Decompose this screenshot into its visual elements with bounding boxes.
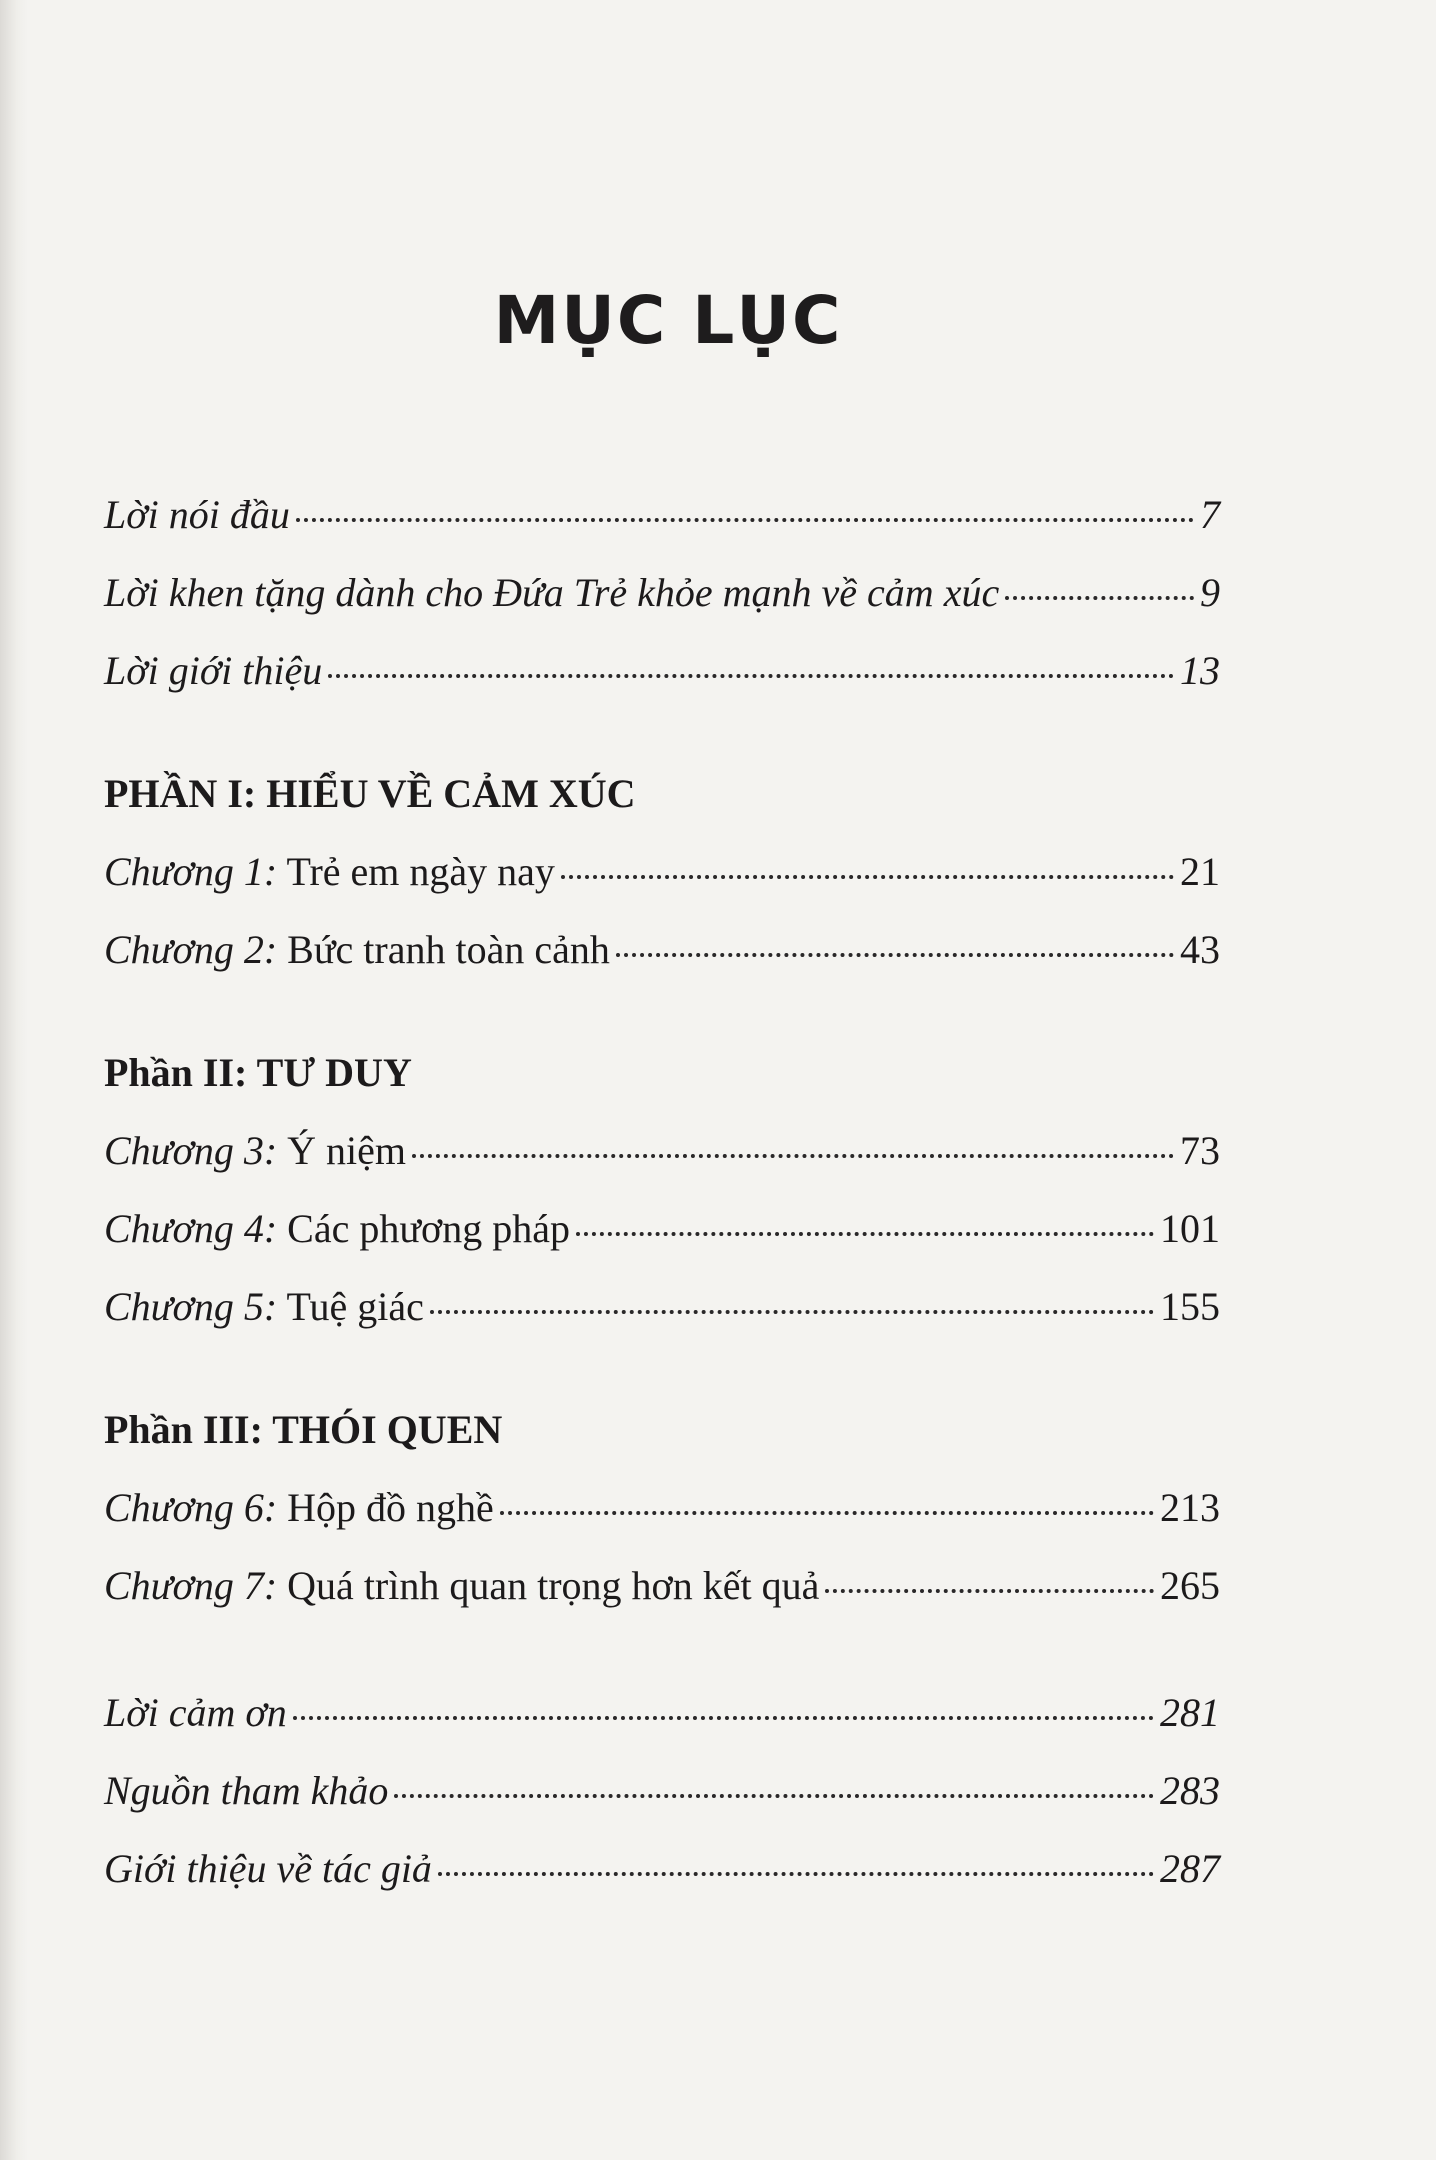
toc-entry-label: Lời cảm ơn	[104, 1690, 287, 1735]
dot-leader	[561, 875, 1174, 879]
toc-entry-acknowledgements[interactable]	[104, 1683, 1220, 1743]
chapter-prefix: Chương 5:	[104, 1284, 278, 1329]
toc-entry-label: Giới thiệu về tác giả	[104, 1846, 432, 1891]
dot-leader	[328, 674, 1174, 678]
toc-page-number: 21	[1180, 849, 1220, 894]
dot-leader	[1005, 596, 1194, 600]
toc-page-number: 155	[1160, 1284, 1220, 1329]
toc-page-number: 281	[1160, 1690, 1220, 1735]
toc-entry-chapter-1[interactable]	[104, 842, 1220, 902]
toc-entry-chapter-4[interactable]	[104, 1199, 1220, 1259]
chapter-prefix: Chương 6:	[104, 1485, 278, 1530]
chapter-prefix: Chương 2:	[104, 927, 278, 972]
toc-entry-label: Bức tranh toàn cảnh	[287, 927, 610, 972]
dot-leader	[293, 1716, 1154, 1720]
toc-entry-label: Nguồn tham khảo	[104, 1768, 389, 1813]
toc-page-number: 265	[1160, 1563, 1220, 1608]
toc-entry-label: Lời khen tặng dành cho Đứa Trẻ khỏe mạnh về cảm xúc	[104, 570, 1000, 615]
toc-entry-label: Các phương pháp	[287, 1206, 570, 1251]
toc-entry-label: Trẻ em ngày nay	[286, 849, 555, 894]
dot-leader	[500, 1511, 1154, 1515]
dot-leader	[296, 518, 1194, 522]
toc-page-number: 43	[1180, 927, 1220, 972]
toc-entry-foreword[interactable]	[104, 485, 1220, 545]
toc-entry-label: Tuệ giác	[286, 1284, 424, 1329]
toc-entry-label: Quá trình quan trọng hơn kết quả	[287, 1563, 820, 1608]
toc-entry-label: Hộp đồ nghề	[287, 1485, 494, 1530]
chapter-prefix: Chương 7:	[104, 1563, 278, 1608]
toc-entry-chapter-5[interactable]	[104, 1277, 1220, 1337]
toc-entry-chapter-2[interactable]	[104, 920, 1220, 980]
dot-leader	[576, 1232, 1154, 1236]
chapter-prefix: Chương 1:	[104, 849, 278, 894]
part-heading-3: Phần III: THÓI QUEN	[104, 1407, 503, 1452]
part-heading-2: Phần II: TƯ DUY	[104, 1050, 412, 1095]
dot-leader	[438, 1872, 1154, 1876]
toc-entry-about-author[interactable]	[104, 1839, 1220, 1899]
part-heading-1: PHẦN I: HIỂU VỀ CẢM XÚC	[104, 771, 636, 816]
toc-entry-praise[interactable]	[104, 563, 1220, 623]
toc-page-number: 287	[1160, 1846, 1220, 1891]
chapter-prefix: Chương 4:	[104, 1206, 278, 1251]
toc-page-number: 213	[1160, 1485, 1220, 1530]
toc-page-number: 13	[1180, 648, 1220, 693]
toc-entry-introduction[interactable]	[104, 641, 1220, 701]
page-title: MỤC LỤC	[493, 282, 843, 360]
chapter-prefix: Chương 3:	[104, 1128, 278, 1173]
toc-page-number: 7	[1200, 492, 1220, 537]
toc-entry-label: Ý niệm	[287, 1128, 407, 1173]
toc-entry-chapter-3[interactable]	[104, 1121, 1220, 1181]
dot-leader	[430, 1310, 1154, 1314]
toc-entry-chapter-7[interactable]	[104, 1556, 1220, 1616]
dot-leader	[825, 1589, 1154, 1593]
dot-leader	[412, 1154, 1174, 1158]
toc-entry-references[interactable]	[104, 1761, 1220, 1821]
toc-entry-label: Lời giới thiệu	[104, 648, 323, 693]
toc-page-number: 73	[1180, 1128, 1220, 1173]
toc-entry-label: Lời nói đầu	[104, 492, 290, 537]
toc-page-number: 9	[1200, 570, 1220, 615]
dot-leader	[616, 953, 1174, 957]
dot-leader	[394, 1794, 1154, 1798]
toc-page-number: 101	[1160, 1206, 1220, 1251]
toc-entry-chapter-6[interactable]	[104, 1478, 1220, 1538]
toc-page-number: 283	[1160, 1768, 1220, 1813]
